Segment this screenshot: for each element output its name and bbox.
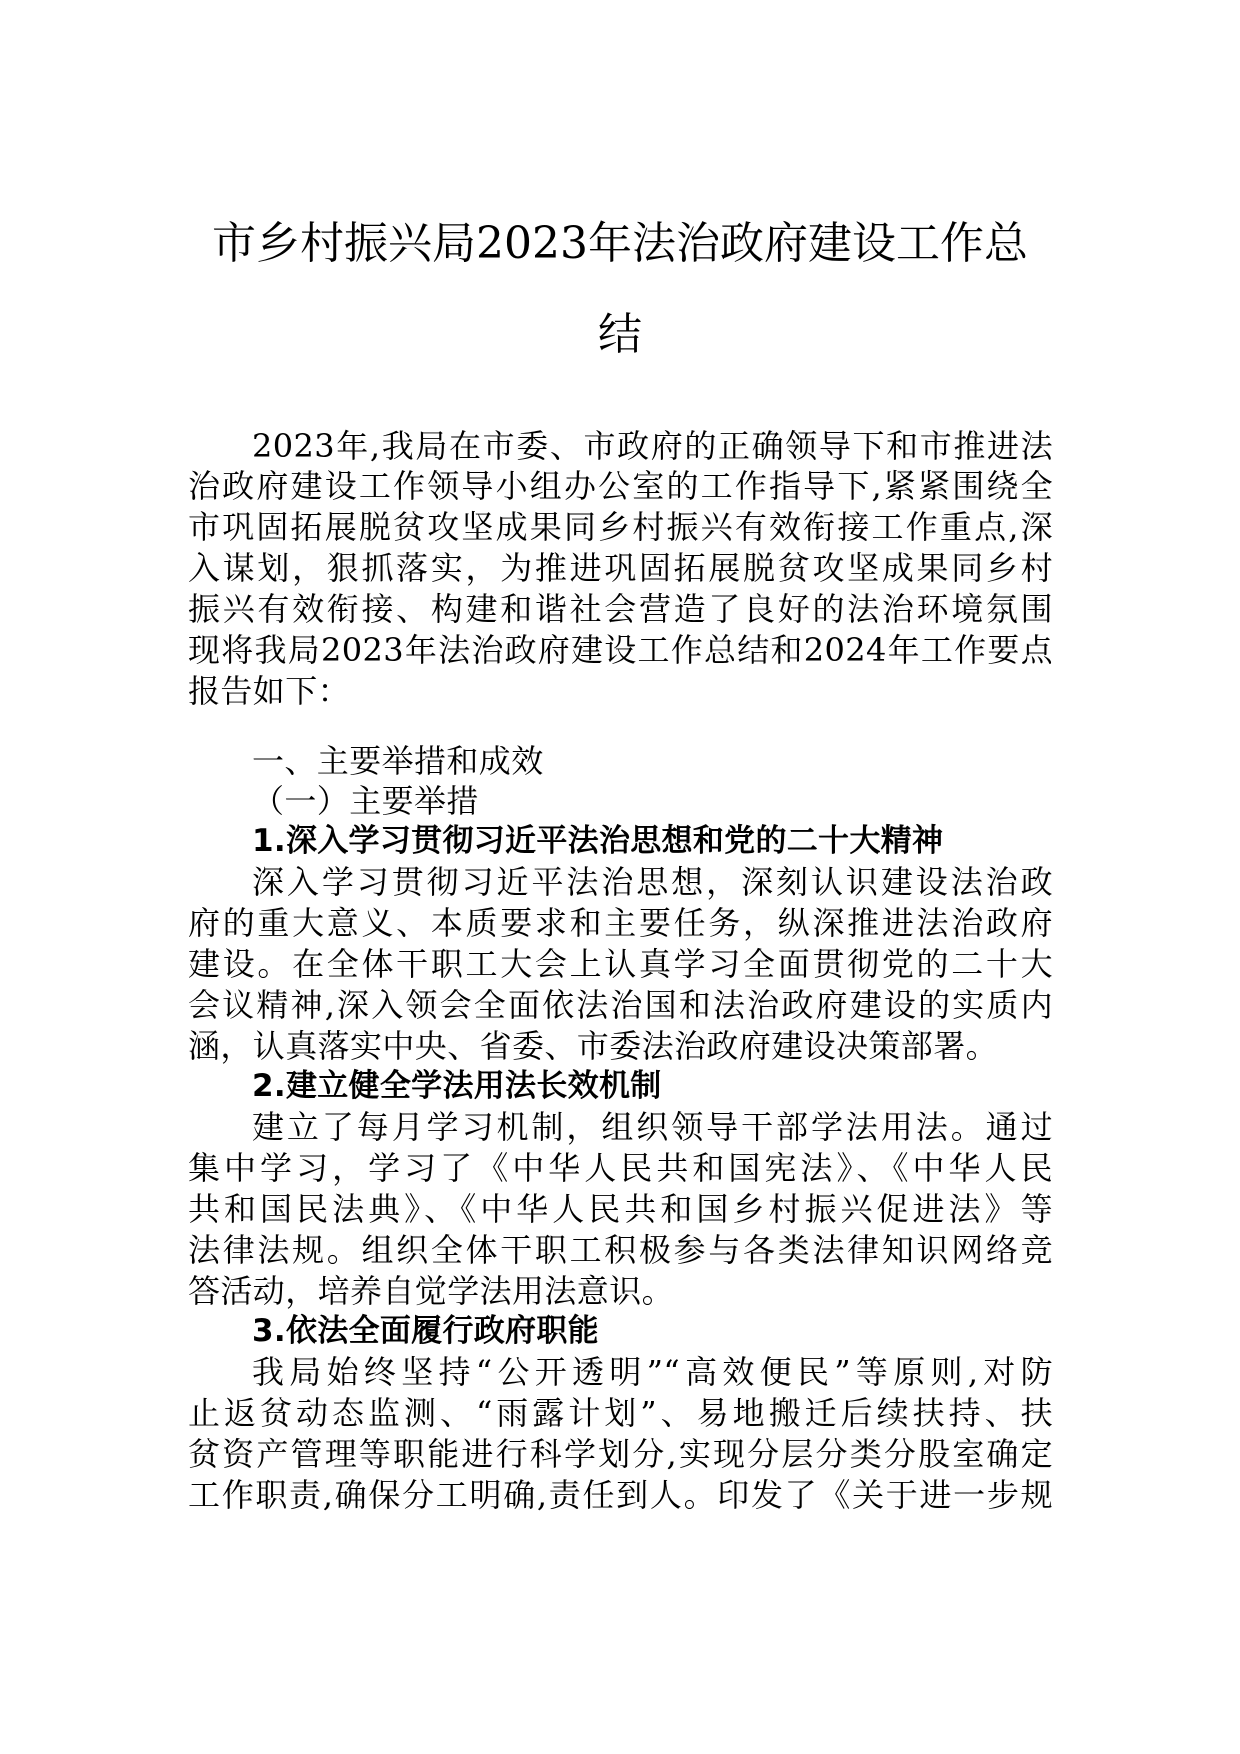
paragraph-line: 工作职责,确保分工明确,责任到人。印发了《关于进一步规 <box>188 1476 1053 1514</box>
paragraph-line: 建立了每月学习机制，组织领导干部学法用法。通过 <box>252 1108 1053 1146</box>
paragraph-line: 现将我局2023年法治政府建设工作总结和2024年工作要点 <box>188 631 1053 669</box>
document-title-line-1: 市乡村振兴局2023年法治政府建设工作总 <box>212 218 1028 269</box>
paragraph-line: 振兴有效衔接、构建和谐社会营造了良好的法治环境氛围 <box>188 590 1053 628</box>
document-title-line-2: 结 <box>598 309 642 360</box>
subsection-heading: （一）主要举措 <box>252 782 479 820</box>
item-heading-3: 3.依法全面履行政府职能 <box>252 1313 599 1349</box>
item-heading-2: 2.建立健全学法用法长效机制 <box>252 1068 662 1104</box>
paragraph-line: 共和国民法典》、《中华人民共和国乡村振兴促进法》等 <box>188 1190 1053 1228</box>
paragraph-line: 入谋划，狠抓落实，为推进巩固拓展脱贫攻坚成果同乡村 <box>188 549 1053 587</box>
paragraph-line: 深入学习贯彻习近平法治思想，深刻认识建设法治政 <box>252 863 1053 901</box>
paragraph-line: 止返贫动态监测、“雨露计划”、易地搬迁后续扶持、扶 <box>188 1394 1053 1432</box>
paragraph-line: 市巩固拓展脱贫攻坚成果同乡村振兴有效衔接工作重点,深 <box>188 508 1053 546</box>
paragraph-line: 涵，认真落实中央、省委、市委法治政府建设决策部署。 <box>188 1027 999 1065</box>
paragraph-line: 报告如下： <box>188 672 351 710</box>
paragraph-line: 治政府建设工作领导小组办公室的工作指导下,紧紧围绕全 <box>188 467 1053 505</box>
paragraph-line: 府的重大意义、本质要求和主要任务，纵深推进法治政府 <box>188 904 1053 942</box>
paragraph-line: 法律法规。组织全体干职工积极参与各类法律知识网络竞 <box>188 1231 1053 1269</box>
paragraph-line: 集中学习，学习了《中华人民共和国宪法》、《中华人民 <box>188 1149 1053 1187</box>
paragraph-line: 建设。在全体干职工大会上认真学习全面贯彻党的二十大 <box>188 945 1053 983</box>
section-heading: 一、主要举措和成效 <box>252 742 544 780</box>
paragraph-line: 2023年,我局在市委、市政府的正确领导下和市推进法 <box>252 427 1053 465</box>
item-heading-1: 1.深入学习贯彻习近平法治思想和党的二十大精神 <box>252 823 944 859</box>
paragraph-line: 答活动，培养自觉学法用法意识。 <box>188 1272 675 1310</box>
paragraph-line: 我局始终坚持“公开透明”“高效便民”等原则,对防 <box>252 1353 1053 1391</box>
paragraph-line: 贫资产管理等职能进行科学划分,实现分层分类分股室确定 <box>188 1435 1053 1473</box>
paragraph-line: 会议精神,深入领会全面依法治国和法治政府建设的实质内 <box>188 986 1053 1024</box>
